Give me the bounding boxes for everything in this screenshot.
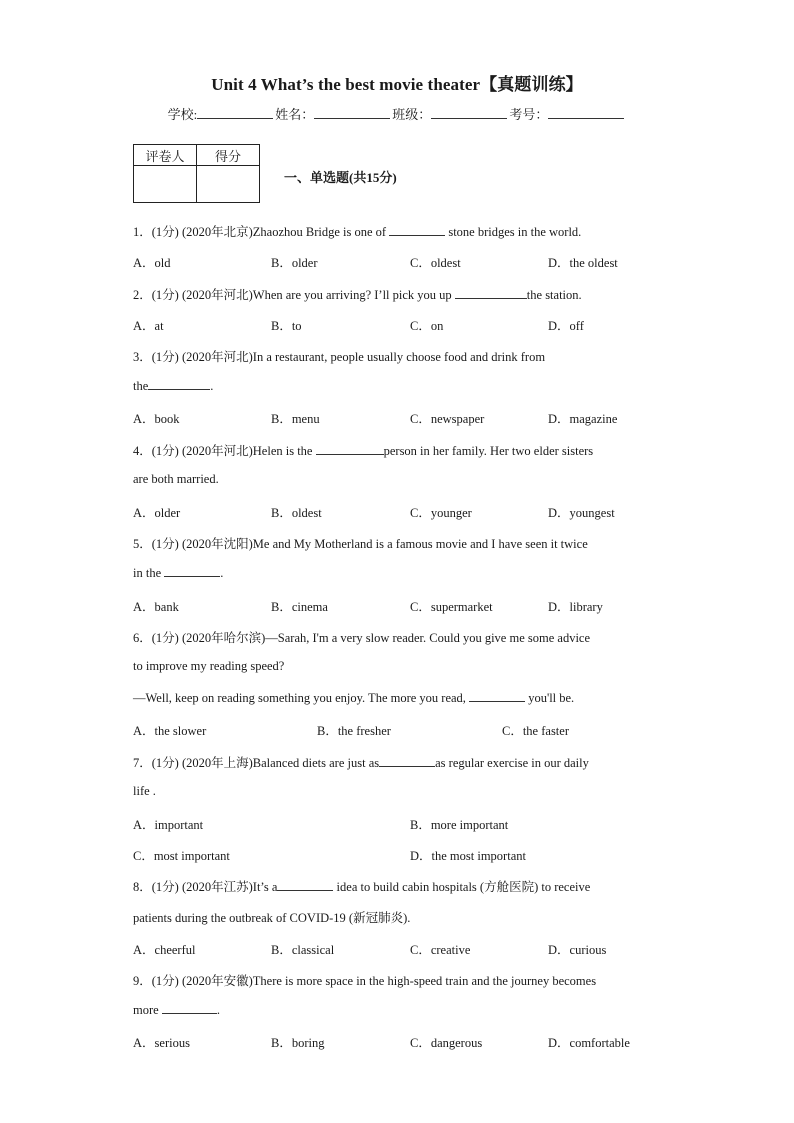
question-text: more — [133, 1003, 162, 1017]
question-9-text-line — [133, 1002, 220, 1018]
question-text: stone bridges in the world. — [445, 225, 582, 239]
question-text: the station. — [526, 288, 582, 302]
question-4-option[interactable]: A．older — [133, 506, 181, 520]
question-text: to improve my reading speed? — [133, 659, 285, 673]
question-6-option[interactable]: B．the fresher — [317, 724, 391, 738]
question-text: patients during the outbreak of COVID-19 (新冠肺炎). — [133, 911, 411, 925]
answer-blank[interactable] — [148, 378, 210, 390]
answer-blank[interactable] — [469, 690, 525, 702]
question-text: —Well, keep on reading something you enjoy. The more you read, — [133, 691, 470, 705]
question-9-option[interactable]: A．serious — [133, 1036, 190, 1050]
question-text: 6．(1分) (2020年哈尔滨)—Sarah, I'm a very slow reader. Could you give me some advice — [133, 631, 591, 645]
question-9-option[interactable]: B．boring — [271, 1036, 325, 1050]
question-2-option[interactable]: B．to — [271, 319, 302, 333]
question-text: 9．(1分) (2020年安徽)There is more space in the high-speed train and the journey becomes — [133, 974, 597, 988]
question-text: 7．(1分) (2020年上海)Balanced diets are just as — [133, 756, 380, 770]
question-4-text-line — [133, 472, 219, 487]
question-9-option[interactable]: C．dangerous — [410, 1036, 483, 1050]
question-2-option[interactable]: A．at — [133, 319, 164, 333]
name-blank[interactable] — [314, 106, 390, 119]
question-7-option[interactable]: B．more important — [410, 818, 509, 832]
question-5-option[interactable]: B．cinema — [271, 600, 328, 614]
question-5-option[interactable]: A．bank — [133, 600, 179, 614]
question-1-option[interactable]: D．the oldest — [548, 256, 618, 270]
answer-blank[interactable] — [455, 287, 527, 299]
answer-blank[interactable] — [164, 565, 220, 577]
question-text: are both married. — [133, 472, 219, 486]
question-5-text-line — [133, 534, 588, 552]
question-6-text-line — [133, 628, 590, 646]
page-title: Unit 4 What’s the best movie theater【真题训练】 — [211, 75, 583, 94]
question-7-option[interactable]: A．important — [133, 818, 204, 832]
score-cell[interactable] — [197, 166, 260, 203]
question-8-option[interactable]: B．classical — [271, 943, 335, 957]
exam-no-blank[interactable] — [548, 106, 624, 119]
question-6-text-line — [133, 659, 284, 674]
grader-header: 评卷人 — [134, 145, 197, 166]
question-text: 8．(1分) (2020年江苏)It’s a — [133, 880, 278, 894]
question-text: life . — [133, 784, 156, 798]
answer-blank[interactable] — [316, 443, 384, 455]
question-2-text-line — [133, 285, 582, 303]
question-text: person in her family. Her two elder sisters — [383, 444, 594, 458]
grader-cell[interactable] — [134, 166, 197, 203]
question-4-option[interactable]: C．younger — [410, 506, 472, 520]
school-blank[interactable] — [197, 106, 273, 119]
question-7-text-line — [133, 753, 589, 771]
question-3-option[interactable]: A．book — [133, 412, 180, 426]
question-5-option[interactable]: C．supermarket — [410, 600, 493, 614]
question-text: the — [133, 379, 149, 393]
answer-blank[interactable] — [379, 755, 435, 767]
question-3-option[interactable]: D．magazine — [548, 412, 618, 426]
question-5-option[interactable]: D．library — [548, 600, 603, 614]
question-text: 5．(1分) (2020年沈阳)Me and My Motherland is a famous movie and I have seen it twice — [133, 537, 588, 551]
question-1-option[interactable]: C．oldest — [410, 256, 461, 270]
question-8-text-line — [133, 908, 410, 926]
exam-no-label: 考号： — [509, 107, 549, 122]
question-2-option[interactable]: D．off — [548, 319, 584, 333]
question-text: 2．(1分) (2020年河北)When are you arriving? I’ll pick you up — [133, 288, 455, 302]
question-8-option[interactable]: A．cheerful — [133, 943, 196, 957]
question-9-text-line — [133, 971, 596, 989]
question-8-text-line — [133, 877, 590, 895]
score-header: 得分 — [197, 145, 260, 166]
question-7-text-line — [133, 784, 156, 799]
question-text: . — [220, 566, 224, 580]
question-text: as regular exercise in our daily — [435, 756, 589, 770]
question-1-text-line — [133, 222, 581, 240]
question-text: . — [210, 379, 214, 393]
question-2-option[interactable]: C．on — [410, 319, 444, 333]
question-1-option[interactable]: B．older — [271, 256, 318, 270]
question-8-option[interactable]: C．creative — [410, 943, 471, 957]
question-4-text-line — [133, 441, 593, 459]
answer-blank[interactable] — [277, 879, 333, 891]
student-info-line — [0, 104, 794, 123]
question-text: 1．(1分) (2020年北京)Zhaozhou Bridge is one of — [133, 225, 390, 239]
answer-blank[interactable] — [162, 1002, 217, 1014]
question-3-option[interactable]: B．menu — [271, 412, 320, 426]
question-text: in the — [133, 566, 165, 580]
question-5-text-line — [133, 565, 223, 581]
question-7-option[interactable]: D．the most important — [410, 849, 526, 863]
question-7-option[interactable]: C．most important — [133, 849, 230, 863]
question-4-option[interactable]: B．oldest — [271, 506, 322, 520]
question-9-option[interactable]: D．comfortable — [548, 1036, 630, 1050]
question-1-option[interactable]: A．old — [133, 256, 171, 270]
question-text: . — [216, 1003, 220, 1017]
question-text: 4．(1分) (2020年河北)Helen is the — [133, 444, 316, 458]
question-text: idea to build cabin hospitals (方舱医院) to receive — [333, 880, 591, 894]
question-3-text-line — [133, 378, 213, 394]
grader-score-box — [133, 144, 260, 203]
question-4-option[interactable]: D．youngest — [548, 506, 615, 520]
name-label: 姓名： — [275, 107, 315, 122]
question-6-text-line — [133, 690, 574, 706]
answer-blank[interactable] — [389, 224, 445, 236]
question-3-option[interactable]: C．newspaper — [410, 412, 485, 426]
question-6-option[interactable]: C．the faster — [502, 724, 569, 738]
question-8-option[interactable]: D．curious — [548, 943, 607, 957]
question-6-option[interactable]: A．the slower — [133, 724, 207, 738]
class-label: 班级： — [392, 107, 432, 122]
question-text: 3．(1分) (2020年河北)In a restaurant, people usually choose food and drink from — [133, 350, 546, 364]
question-3-text-line — [133, 347, 545, 365]
section-title: 一、单选题(共15分) — [284, 170, 397, 185]
question-text: you'll be. — [525, 691, 575, 705]
school-label: 学校: — [167, 107, 198, 122]
class-blank[interactable] — [431, 106, 507, 119]
